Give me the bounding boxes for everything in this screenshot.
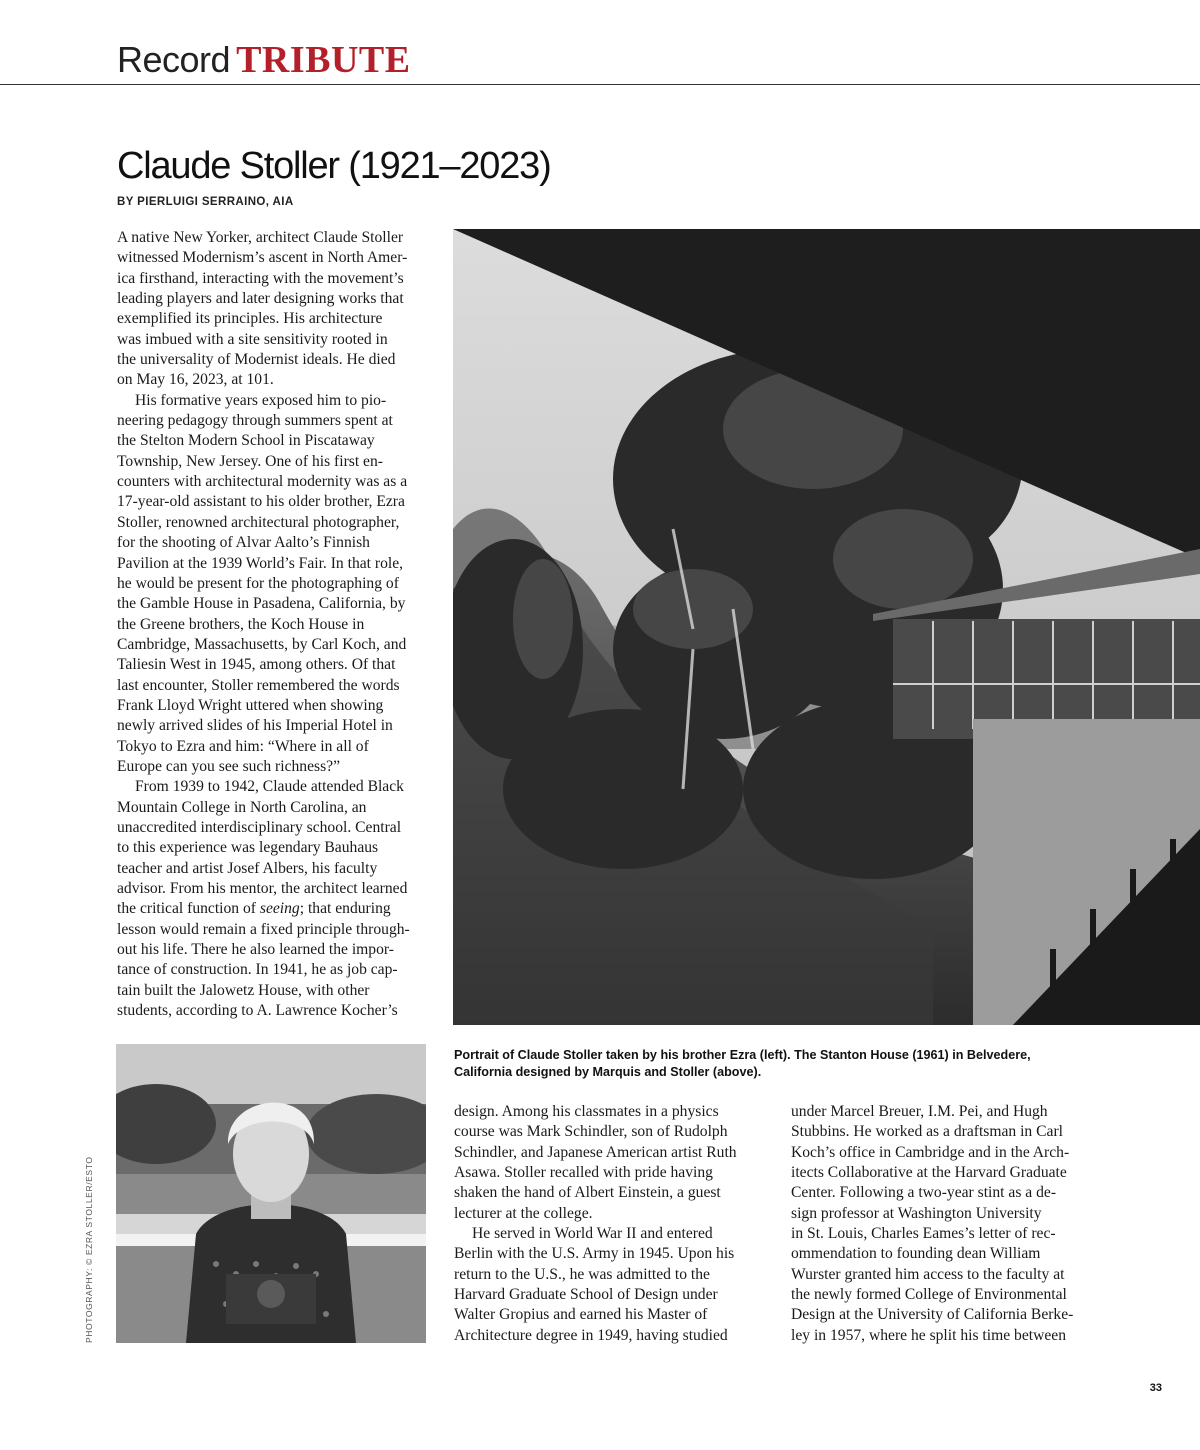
photo-credit: PHOTOGRAPHY: © EZRA STOLLER/ESTO bbox=[84, 1156, 94, 1343]
body-line: he would be present for the photographing of bbox=[117, 574, 399, 592]
body-line: last encounter, Stoller remembered the words bbox=[117, 676, 400, 694]
body-line: itects Collaborative at the Harvard Graduate bbox=[791, 1164, 1067, 1182]
body-line: was imbued with a site sensitivity rooted in bbox=[117, 330, 388, 348]
body-line: Asawa. Stoller recalled with pride having bbox=[454, 1164, 713, 1182]
emphasis-seeing: seeing bbox=[259, 900, 300, 918]
body-line: Township, New Jersey. One of his first en- bbox=[117, 452, 383, 470]
body-line: witnessed Modernism’s ascent in North Amer- bbox=[117, 249, 408, 267]
body-line: lecturer at the college. bbox=[454, 1204, 593, 1222]
body-line: Mountain College in North Carolina, an bbox=[117, 798, 367, 816]
body-line: exemplified its principles. His architecture bbox=[117, 310, 383, 328]
body-line: Berlin with the U.S. Army in 1945. Upon his bbox=[454, 1245, 735, 1263]
section-name: Record bbox=[117, 39, 231, 80]
body-line: newly arrived slides of his Imperial Hotel in bbox=[117, 717, 393, 735]
caption-line: California designed by Marquis and Stoller (above). bbox=[454, 1065, 762, 1079]
photo-caption bbox=[454, 1047, 1114, 1081]
body-line: the newly formed College of Environmental bbox=[791, 1286, 1067, 1304]
body-column-1 bbox=[117, 228, 435, 1021]
body-text: ; that enduring bbox=[299, 900, 391, 918]
portrait-photo bbox=[116, 1044, 426, 1343]
body-line: Stubbins. He worked as a draftsman in Carl bbox=[791, 1123, 1063, 1141]
body-line: Frank Lloyd Wright uttered when showing bbox=[117, 696, 384, 714]
body-line: the Gamble House in Pasadena, California, by bbox=[117, 595, 406, 613]
body-line: Wurster granted him access to the faculty at bbox=[791, 1265, 1065, 1283]
body-line: students, according to A. Lawrence Kocher’s bbox=[117, 1002, 398, 1020]
body-line: He served in World War II and entered bbox=[472, 1225, 713, 1243]
body-column-3 bbox=[791, 1102, 1111, 1346]
header-rule bbox=[0, 84, 1200, 85]
body-line: leading players and later designing works that bbox=[117, 290, 404, 308]
body-line: course was Mark Schindler, son of Rudolph bbox=[454, 1123, 728, 1141]
caption-line: Portrait of Claude Stoller taken by his brother Ezra (left). The Stanton House (1961) in Belvedere, bbox=[454, 1048, 1031, 1062]
running-head bbox=[117, 38, 411, 82]
body-line: Harvard Graduate School of Design under bbox=[454, 1286, 718, 1304]
body-line: His formative years exposed him to pio- bbox=[135, 391, 387, 409]
body-line: unaccredited interdisciplinary school. Central bbox=[117, 818, 402, 836]
body-line: Architecture degree in 1949, having studied bbox=[454, 1326, 728, 1344]
body-line: ley in 1957, where he split his time between bbox=[791, 1326, 1066, 1344]
body-line: A native New Yorker, architect Claude Stoller bbox=[117, 229, 404, 246]
body-line: shaken the hand of Albert Einstein, a guest bbox=[454, 1184, 721, 1202]
body-line: the Stelton Modern School in Piscataway bbox=[117, 432, 375, 450]
body-line: Tokyo to Ezra and him: “Where in all of bbox=[117, 737, 369, 755]
body-line: Europe can you see such richness?” bbox=[117, 757, 340, 775]
body-line: neering pedagogy through summers spent at bbox=[117, 412, 393, 430]
body-line: the universality of Modernist ideals. He died bbox=[117, 351, 396, 369]
page-number: 33 bbox=[1149, 1382, 1162, 1394]
body-column-2 bbox=[454, 1102, 774, 1346]
body-line: Walter Gropius and earned his Master of bbox=[454, 1306, 708, 1324]
body-line: Stoller, renowned architectural photographer, bbox=[117, 513, 400, 531]
body-line: ica firsthand, interacting with the movement’s bbox=[117, 269, 404, 287]
body-line: design. Among his classmates in a physics bbox=[454, 1103, 719, 1120]
body-line: advisor. From his mentor, the architect learned bbox=[117, 880, 408, 897]
body-line: return to the U.S., he was admitted to the bbox=[454, 1265, 710, 1283]
body-line: for the shooting of Alvar Aalto’s Finnish bbox=[117, 534, 370, 552]
body-line: From 1939 to 1942, Claude attended Black bbox=[135, 778, 404, 796]
body-line: on May 16, 2023, at 101. bbox=[117, 371, 274, 389]
body-line: 17-year-old assistant to his older brother, Ezra bbox=[117, 493, 405, 511]
body-line: tance of construction. In 1941, he as job cap- bbox=[117, 961, 398, 979]
body-line: Cambridge, Massachusetts, by Carl Koch, and bbox=[117, 635, 407, 653]
body-line: Design at the University of California Berke- bbox=[791, 1306, 1074, 1324]
body-line: to this experience was legendary Bauhaus bbox=[117, 839, 379, 857]
body-line: under Marcel Breuer, I.M. Pei, and Hugh bbox=[791, 1103, 1048, 1120]
body-line bbox=[117, 899, 435, 919]
stanton-house-photo bbox=[453, 229, 1200, 1025]
body-line: ommendation to founding dean William bbox=[791, 1245, 1041, 1263]
body-line: the Greene brothers, the Koch House in bbox=[117, 615, 365, 633]
body-line: Pavilion at the 1939 World’s Fair. In that role, bbox=[117, 554, 404, 572]
body-line: in St. Louis, Charles Eames’s letter of rec- bbox=[791, 1225, 1056, 1243]
section-label: TRIBUTE bbox=[236, 39, 411, 81]
body-line: lesson would remain a fixed principle through- bbox=[117, 920, 410, 938]
body-line: counters with architectural modernity was as a bbox=[117, 473, 408, 491]
body-line: Schindler, and Japanese American artist Ruth bbox=[454, 1143, 737, 1161]
body-line: sign professor at Washington University bbox=[791, 1204, 1042, 1222]
body-line: Koch’s office in Cambridge and in the Arch- bbox=[791, 1143, 1070, 1161]
body-line: Taliesin West in 1945, among others. Of that bbox=[117, 656, 396, 674]
body-line: tain built the Jalowetz House, with other bbox=[117, 981, 370, 999]
byline: BY PIERLUIGI SERRAINO, AIA bbox=[117, 196, 294, 208]
body-line: out his life. There he also learned the impor- bbox=[117, 941, 394, 959]
body-text: the critical function of bbox=[117, 900, 260, 918]
body-line: teacher and artist Josef Albers, his faculty bbox=[117, 859, 378, 877]
article-title: Claude Stoller (1921–2023) bbox=[117, 145, 551, 187]
body-line: Center. Following a two-year stint as a de- bbox=[791, 1184, 1057, 1202]
